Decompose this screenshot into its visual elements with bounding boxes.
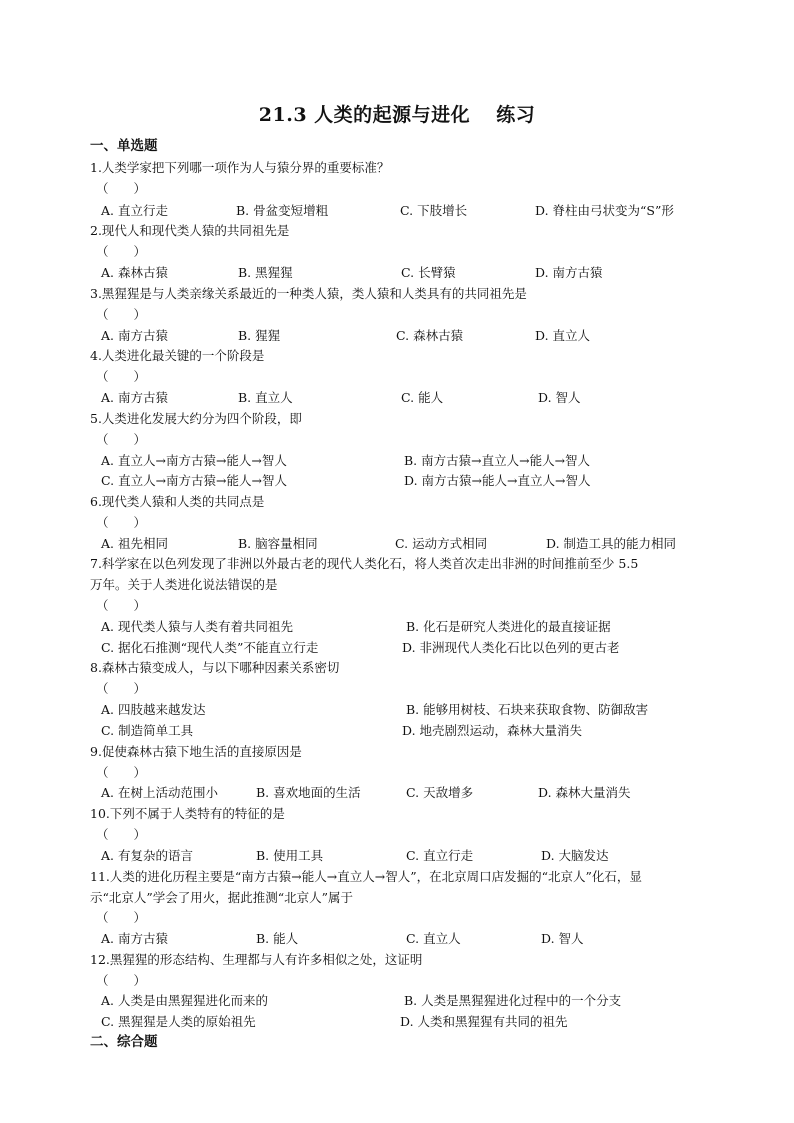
question-1-answer-blank: （ ） (96, 181, 147, 196)
question-7-option-c: C. 据化石推测“现代人类”不能直立行走 (101, 640, 319, 655)
question-8-option-b: B. 能够用树枝、石块来获取食物、防御敌害 (406, 702, 649, 717)
question-11-option-a: A. 南方古猿 (101, 931, 168, 946)
question-12-answer-blank: （ ） (96, 973, 147, 988)
question-10-option-a: A. 有复杂的语言 (101, 848, 193, 863)
question-4-option-a: A. 南方古猿 (101, 390, 168, 405)
question-12-stem: 12.黑猩猩的形态结构、生理都与人有许多相似之处，这证明 (90, 952, 423, 967)
question-5-option-a: A. 直立人→南方古猿→能人→智人 (101, 453, 287, 468)
question-11-option-b: B. 能人 (256, 931, 299, 946)
question-3-option-d: D. 直立人 (535, 328, 591, 343)
question-3-option-a: A. 南方古猿 (101, 328, 168, 343)
question-5-option-c: C. 直立人→南方古猿→能人→智人 (101, 473, 287, 488)
title-suffix: 练习 (496, 104, 536, 126)
question-4-option-d: D. 智人 (538, 390, 581, 405)
question-8-option-d: D. 地壳剧烈运动，森林大量消失 (402, 723, 583, 738)
question-6-answer-blank: （ ） (96, 515, 147, 530)
question-2-option-c: C. 长臂猿 (401, 265, 456, 280)
question-4-answer-blank: （ ） (96, 369, 147, 384)
question-3-stem: 3.黑猩猩是与人类亲缘关系最近的一种类人猿，类人猿和人类具有的共同祖先是 (90, 286, 527, 301)
question-5-stem: 5.人类进化发展大约分为四个阶段，即 (90, 411, 302, 426)
question-3-option-b: B. 猩猩 (238, 328, 281, 343)
question-12-option-a: A. 人类是由黑猩猩进化而来的 (101, 993, 268, 1008)
question-11-option-d: D. 智人 (541, 931, 584, 946)
question-3-option-c: C. 森林古猿 (396, 328, 464, 343)
question-7-answer-blank: （ ） (96, 598, 147, 613)
question-3-answer-blank: （ ） (96, 307, 147, 322)
page-title (0, 106, 794, 125)
question-12-option-c: C. 黑猩猩是人类的原始祖先 (101, 1014, 256, 1029)
question-5-answer-blank: （ ） (96, 432, 147, 447)
question-4-stem: 4.人类进化最关键的一个阶段是 (90, 348, 265, 363)
question-7-option-a: A. 现代类人猿与人类有着共同祖先 (101, 619, 293, 634)
question-9-option-d: D. 森林大量消失 (538, 785, 631, 800)
question-9-answer-blank: （ ） (96, 765, 147, 780)
question-8-answer-blank: （ ） (96, 681, 147, 696)
question-9-option-a: A. 在树上活动范围小 (101, 785, 218, 800)
question-11-stem-line-2: 示“北京人”学会了用火，据此推测“北京人”属于 (90, 890, 354, 905)
question-4-option-c: C. 能人 (401, 390, 444, 405)
question-8-stem: 8.森林古猿变成人，与以下哪种因素关系密切 (90, 660, 340, 675)
question-9-option-b: B. 喜欢地面的生活 (256, 785, 361, 800)
question-8-option-c: C. 制造简单工具 (101, 723, 194, 738)
question-11-stem-line-1: 11.人类的进化历程主要是“南方古猿→能人→直立人→智人”，在北京周口店发掘的“北京人”化石，显 (90, 869, 642, 884)
question-12-option-d: D. 人类和黑猩猩有共同的祖先 (400, 1014, 568, 1029)
question-2-stem: 2.现代人和现代类人猿的共同祖先是 (90, 223, 290, 238)
question-6-option-d: D. 制造工具的能力相同 (546, 536, 677, 551)
question-10-option-d: D. 大脑发达 (541, 848, 609, 863)
question-9-stem: 9.促使森林古猿下地生活的直接原因是 (90, 744, 302, 759)
question-1-option-c: C. 下肢增长 (400, 203, 468, 218)
question-4-option-b: B. 直立人 (238, 390, 293, 405)
question-1-option-b: B. 骨盆变短增粗 (236, 203, 329, 218)
question-2-answer-blank: （ ） (96, 244, 147, 259)
question-2-option-d: D. 南方古猿 (535, 265, 603, 280)
question-7-stem-line-1: 7.科学家在以色列发现了非洲以外最古老的现代人类化石，将人类首次走出非洲的时间推前至少 5.5 (90, 556, 639, 571)
question-12-option-b: B. 人类是黑猩猩进化过程中的一个分支 (404, 993, 622, 1008)
question-11-answer-blank: （ ） (96, 910, 147, 925)
question-8-option-a: A. 四肢越来越发达 (101, 702, 206, 717)
question-10-stem: 10.下列不属于人类特有的特征的是 (90, 806, 285, 821)
question-7-option-b: B. 化石是研究人类进化的最直接证据 (406, 619, 611, 634)
question-6-option-c: C. 运动方式相同 (395, 536, 488, 551)
question-5-option-d: D. 南方古猿→能人→直立人→智人 (404, 473, 591, 488)
question-11-option-c: C. 直立人 (406, 931, 461, 946)
question-5-option-b: B. 南方古猿→直立人→能人→智人 (404, 453, 591, 468)
question-1-stem: 1.人类学家把下列哪一项作为人与猿分界的重要标准？ (90, 160, 390, 175)
question-2-option-a: A. 森林古猿 (101, 265, 168, 280)
question-9-option-c: C. 天敌增多 (406, 785, 474, 800)
section-heading-single-choice: 一、单选题 (90, 138, 158, 154)
question-6-option-b: B. 脑容量相同 (238, 536, 318, 551)
question-10-answer-blank: （ ） (96, 827, 147, 842)
question-6-stem: 6.现代类人猿和人类的共同点是 (90, 494, 265, 509)
question-10-option-c: C. 直立行走 (406, 848, 474, 863)
question-7-option-d: D. 非洲现代人类化石比以色列的更古老 (402, 640, 620, 655)
question-10-option-b: B. 使用工具 (256, 848, 324, 863)
section-heading-comprehensive: 二、综合题 (90, 1034, 158, 1050)
title-main: 21.3 人类的起源与进化 (258, 104, 471, 126)
question-1-option-d: D. 脊柱由弓状变为“S”形 (535, 203, 674, 218)
question-6-option-a: A. 祖先相同 (101, 536, 168, 551)
question-1-option-a: A. 直立行走 (101, 203, 168, 218)
question-2-option-b: B. 黑猩猩 (238, 265, 293, 280)
question-7-stem-line-2: 万年。关于人类进化说法错误的是 (90, 577, 278, 592)
